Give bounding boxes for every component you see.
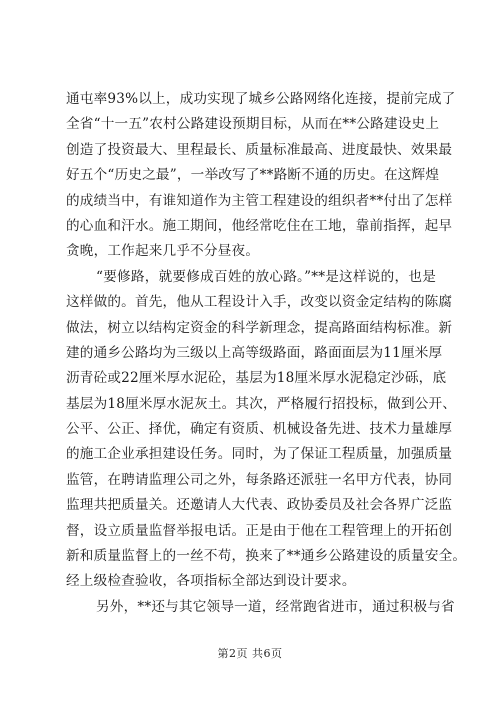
text-line: 全省“十一五”农村公路建设预期目标，从而在**公路建设史上 <box>66 116 440 133</box>
text-line: 建的通乡公路均为三级以上高等级路面，路面面层为11厘米厚 <box>66 344 443 361</box>
paragraph-start-line: 另外，**还与其它领导一道，经常跑省进市，通过积极与省 <box>96 598 455 615</box>
text-line: 新和质量监督上的一丝不苟，换来了**通乡公路建设的质量安全。 <box>66 548 467 565</box>
text-line: 贪晚，工作起来几乎不分昼夜。 <box>66 243 260 260</box>
text-line: 公平、公正、择优，确定有资质、机械设备先进、技术力量雄厚 <box>66 421 453 438</box>
text-line: 的成绩当中，有谁知道作为主管工程建设的组织者**付出了怎样 <box>66 192 453 209</box>
text-line: 的心血和汗水。施工期间，他经常吃住在工地，靠前指挥，起早 <box>66 217 453 234</box>
text-line: 通屯率93%以上，成功实现了城乡公路网络化连接，提前完成了 <box>66 91 456 107</box>
text-line: 督，设立质量监督举报电话。正是由于他在工程管理上的开拓创 <box>66 522 453 539</box>
text-line: 沥青砼或22厘米厚水泥砼，基层为18厘米厚水泥稳定沙砾，底 <box>66 370 447 387</box>
page-footer <box>0 645 500 661</box>
text-line: 做法，树立以结构定资金的科学新理念，提高路面结构标准。新 <box>66 319 453 336</box>
text-line: 经上级检查验收，各项指标全部达到设计要求。 <box>66 573 356 590</box>
page-number: 第2页 共6页 <box>217 647 283 660</box>
text-line: 基层为18厘米厚水泥灰土。其次，严格履行招投标，做到公开、 <box>66 395 457 412</box>
text-line: 监管，在聘请监理公司之外，每条路还派驻一名甲方代表，协同 <box>66 471 453 488</box>
text-line: 的施工企业承担建设任务。同时，为了保证工程质量，加强质量 <box>66 446 453 463</box>
text-line: 好五个“历史之最”，一举改写了**路断不通的历史。在这辉煌 <box>66 167 440 184</box>
text-line: 这样做的。首先，他从工程设计入手，改变以资金定结构的陈腐 <box>66 294 453 311</box>
paragraph-start-line: “要修路，就要修成百姓的放心路。”**是这样说的，也是 <box>96 268 436 285</box>
text-line: 监理共把质量关。还邀请人大代表、政协委员及社会各界广泛监 <box>66 497 453 514</box>
body-text <box>66 87 467 620</box>
text-line: 创造了投资最大、里程最长、质量标准最高、进度最快、效果最 <box>66 141 453 158</box>
